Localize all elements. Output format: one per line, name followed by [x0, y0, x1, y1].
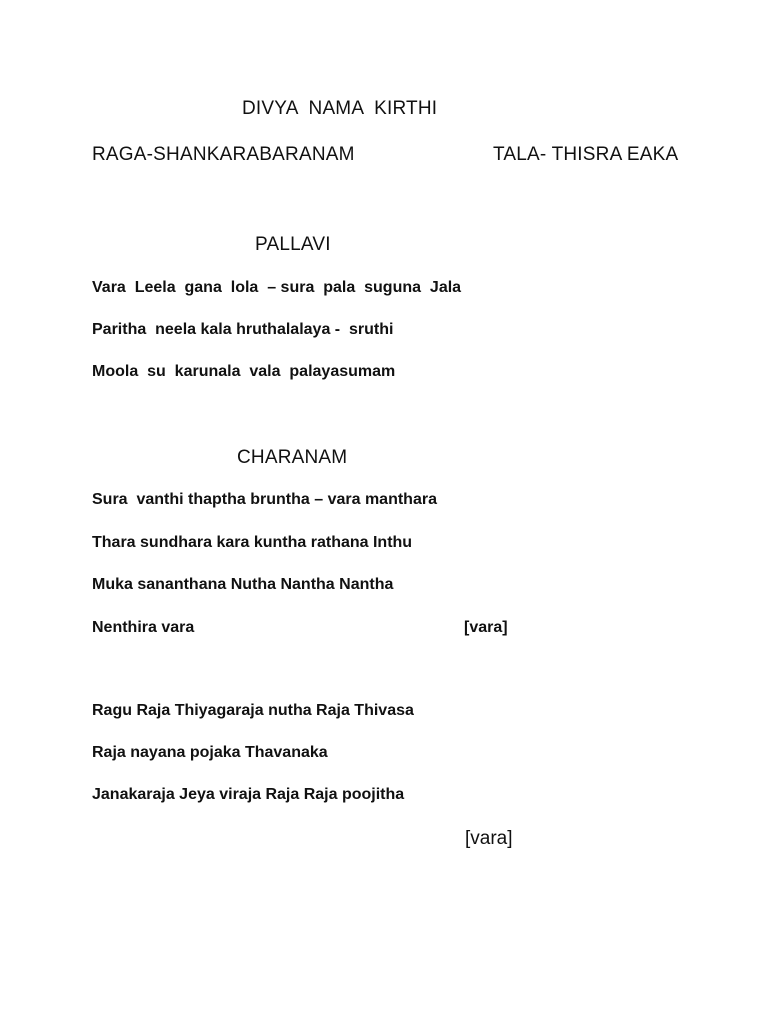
tala-label: TALA- THISRA EAKA — [493, 144, 679, 165]
pallavi-line-3: Moola su karunala vala palayasumam — [92, 363, 396, 380]
stanza2-line-3: Janakaraja Jeya viraja Raja Raja poojitha — [92, 786, 405, 803]
pallavi-heading: PALLAVI — [255, 234, 331, 255]
charanam-heading: CHARANAM — [237, 447, 348, 468]
document-title: DIVYA NAMA KIRTHI — [242, 98, 438, 119]
raga-label: RAGA-SHANKARABARANAM — [92, 144, 355, 165]
stanza2-line-1: Ragu Raja Thiyagaraja nutha Raja Thivasa — [92, 702, 414, 719]
charanam-refrain: [vara] — [464, 619, 508, 636]
stanza2-refrain: [vara] — [465, 828, 513, 849]
charanam-line-1: Sura vanthi thaptha bruntha – vara manthara — [92, 491, 437, 508]
pallavi-line-1: Vara Leela gana lola – sura pala suguna Jala — [92, 279, 462, 296]
stanza2-line-2: Raja nayana pojaka Thavanaka — [92, 744, 328, 761]
charanam-line-4: Nenthira vara — [92, 619, 195, 636]
charanam-line-3: Muka sananthana Nutha Nantha Nantha — [92, 576, 394, 593]
charanam-line-2: Thara sundhara kara kuntha rathana Inthu — [92, 534, 413, 551]
pallavi-line-2: Paritha neela kala hruthalalaya - sruthi — [92, 321, 394, 338]
